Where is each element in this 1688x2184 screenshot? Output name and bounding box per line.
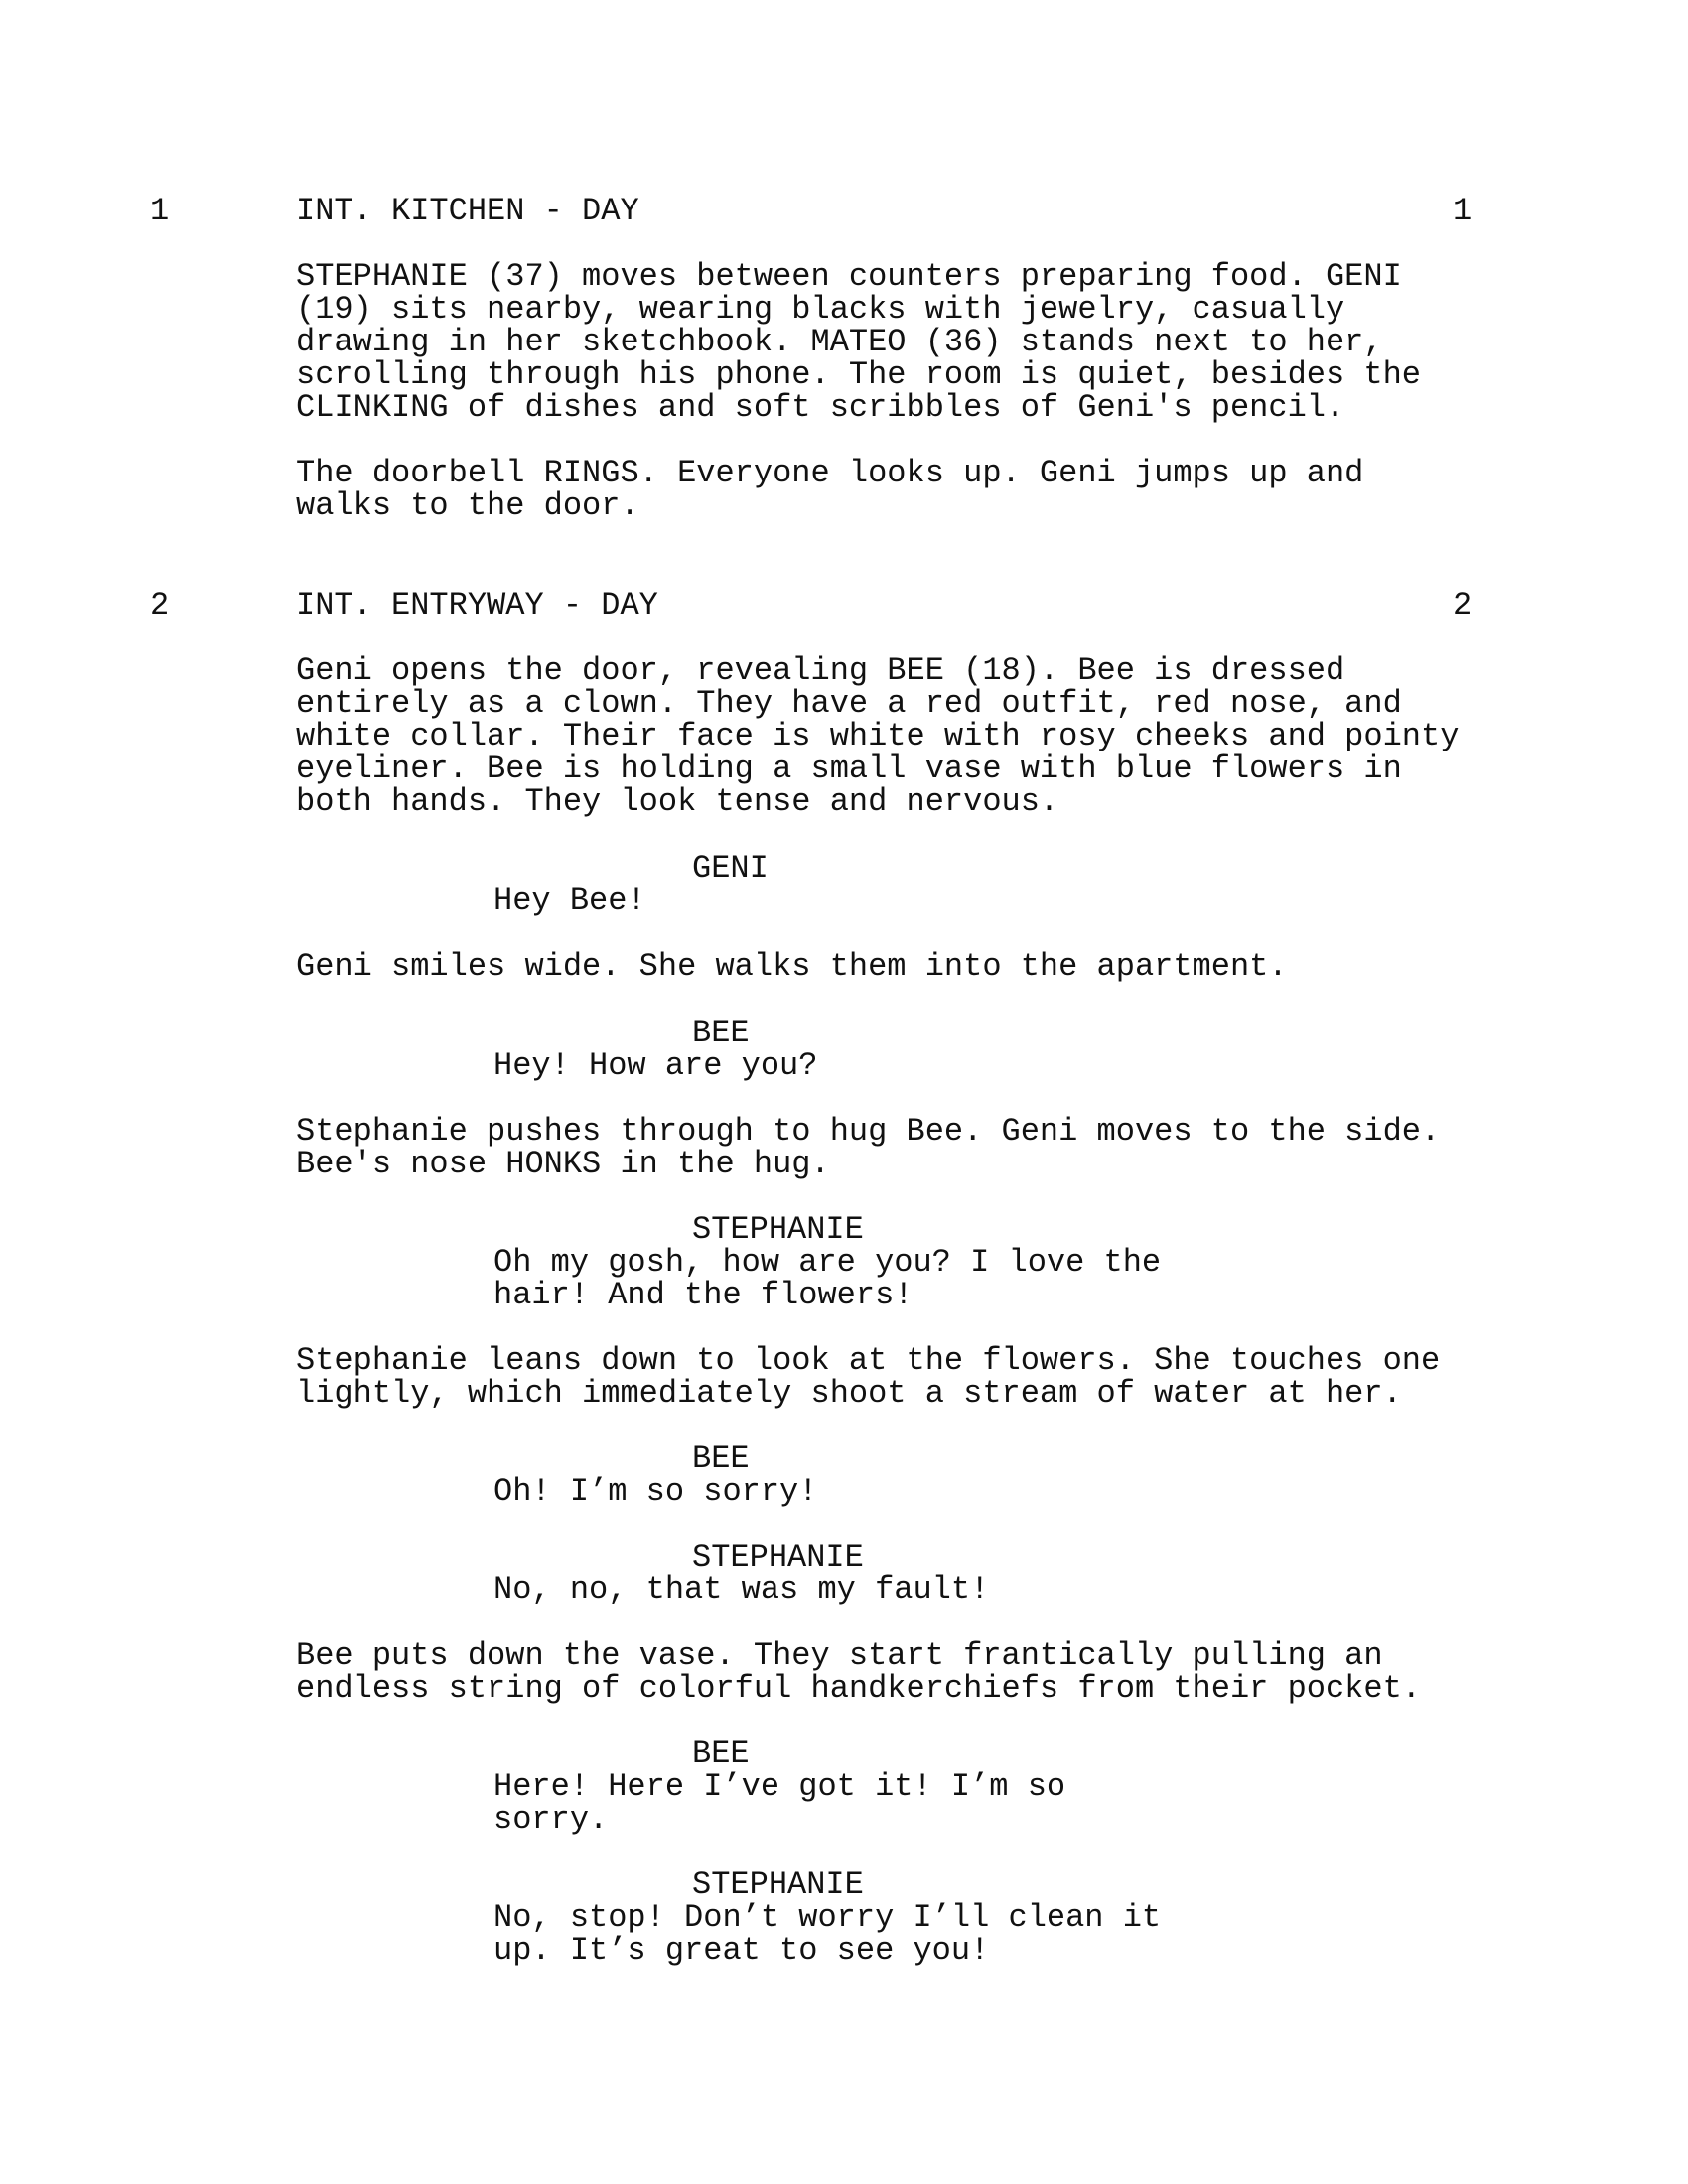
dialogue-line: No, no, that was my fault!	[493, 1571, 990, 1608]
action-line: Geni smiles wide. She walks them into the apartment.	[296, 948, 1288, 985]
action-line: (19) sits nearby, wearing blacks with jewelry, casually	[296, 291, 1345, 328]
action-line: STEPHANIE (37) moves between counters preparing food. GENI	[296, 258, 1402, 295]
action-line: eyeliner. Bee is holding a small vase with blue flowers in	[296, 751, 1402, 787]
action-line: walks to the door.	[296, 487, 639, 524]
action-line: Stephanie pushes through to hug Bee. Geni moves to the side.	[296, 1113, 1441, 1150]
scene-heading: INT. ENTRYWAY - DAY	[296, 587, 658, 623]
dialogue-line: hair! And the flowers!	[493, 1277, 914, 1313]
dialogue-line: Hey Bee!	[493, 883, 646, 919]
action-line: drawing in her sketchbook. MATEO (36) stands next to her,	[296, 324, 1383, 360]
action-line: The doorbell RINGS. Everyone looks up. Geni jumps up and	[296, 455, 1364, 491]
action-line: both hands. They look tense and nervous.	[296, 783, 1059, 820]
character-name: BEE	[692, 1440, 750, 1477]
character-name: STEPHANIE	[692, 1866, 864, 1903]
dialogue-line: No, stop! Don’t worry I’ll clean it	[493, 1899, 1162, 1936]
character-name: BEE	[692, 1015, 750, 1051]
action-line: endless string of colorful handkerchiefs from their pocket.	[296, 1670, 1421, 1706]
dialogue-line: sorry.	[493, 1801, 609, 1838]
dialogue-line: Oh! I’m so sorry!	[493, 1473, 818, 1510]
character-name: STEPHANIE	[692, 1211, 864, 1248]
action-line: scrolling through his phone. The room is quiet, besides the	[296, 356, 1421, 393]
scene-number-right: 2	[1453, 587, 1473, 623]
action-line: Geni opens the door, revealing BEE (18). Bee is dressed	[296, 652, 1345, 689]
character-name: BEE	[692, 1735, 750, 1772]
scene-number-right: 1	[1453, 193, 1473, 229]
character-name: STEPHANIE	[692, 1539, 864, 1575]
scene-heading: INT. KITCHEN - DAY	[296, 193, 639, 229]
scene-number-left: 1	[150, 193, 170, 229]
scene-number-left: 2	[150, 587, 170, 623]
action-line: CLINKING of dishes and soft scribbles of Geni's pencil.	[296, 389, 1345, 426]
action-line: lightly, which immediately shoot a stream of water at her.	[296, 1375, 1402, 1412]
character-name: GENI	[692, 850, 769, 887]
action-line: Stephanie leans down to look at the flowers. She touches one	[296, 1342, 1441, 1379]
dialogue-line: up. It’s great to see you!	[493, 1932, 990, 1969]
action-line: Bee puts down the vase. They start frantically pulling an	[296, 1637, 1383, 1674]
dialogue-line: Here! Here I’ve got it! I’m so	[493, 1768, 1066, 1805]
dialogue-line: Oh my gosh, how are you? I love the	[493, 1244, 1162, 1281]
action-line: Bee's nose HONKS in the hug.	[296, 1146, 830, 1182]
dialogue-line: Hey! How are you?	[493, 1047, 818, 1084]
action-line: white collar. Their face is white with rosy cheeks and pointy	[296, 718, 1460, 754]
action-line: entirely as a clown. They have a red outfit, red nose, and	[296, 685, 1402, 722]
